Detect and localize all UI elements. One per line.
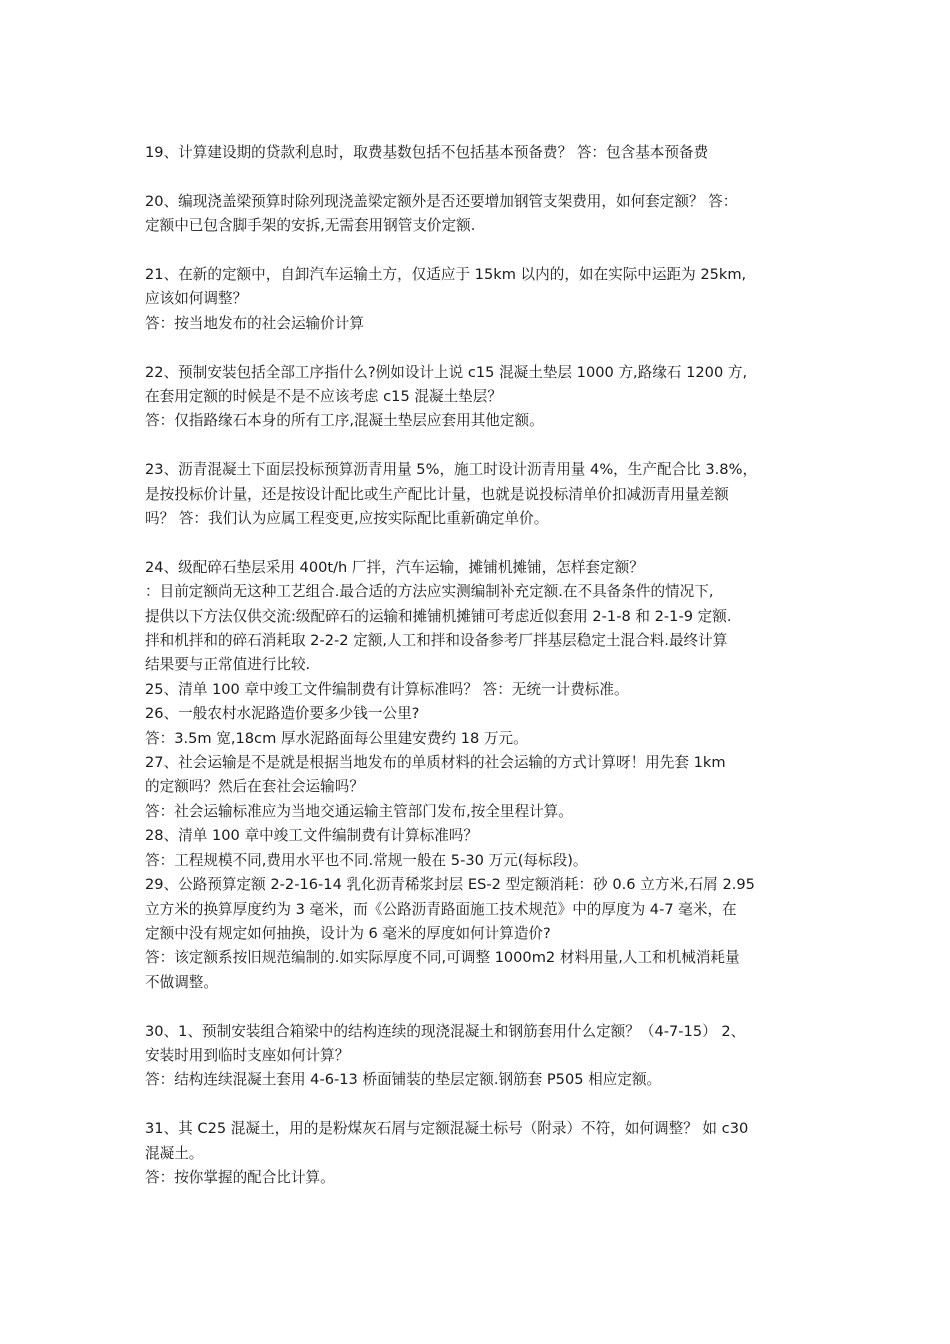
- qa-paragraph: [145, 702, 809, 751]
- text-line: 答：工程规模不同,费用水平也不同.常规一般在 5-30 万元(每标段)。: [145, 851, 588, 869]
- paragraph-spacer: [145, 1093, 809, 1117]
- text-line: 22、预制安装包括全部工序指什么?例如设计上说 c15 混凝土垫层 1000 方,路缘石 1200 方,: [145, 363, 748, 381]
- text-line: 20、编现浇盖梁预算时除列现浇盖梁定额外是否还要增加钢管支架费用，如何套定额？ 答：: [145, 192, 738, 210]
- text-line: 答：结构连续混凝土套用 4-6-13 桥面铺装的垫层定额.钢筋套 P505 相应定额。: [145, 1071, 662, 1089]
- qa-paragraph: [145, 458, 809, 531]
- text-line: 是按投标价计量，还是按设计配比或生产配比计量，也就是说投标清单价扣减沥青用量差额: [145, 485, 729, 503]
- text-line: 24、级配碎石垫层采用 400t/h 厂拌，汽车运输，摊铺机摊铺，怎样套定额？: [145, 558, 644, 576]
- qa-paragraph: [145, 263, 809, 336]
- paragraph-spacer: [145, 531, 809, 555]
- text-line: 25、清单 100 章中竣工文件编制费有计算标准吗？ 答：无统一计费标准。: [145, 680, 629, 698]
- paragraph-spacer: [145, 165, 809, 189]
- qa-paragraph: [145, 556, 809, 678]
- text-line: 28、清单 100 章中竣工文件编制费有计算标准吗？: [145, 827, 478, 845]
- text-line: 答：社会运输标准应为当地交通运输主管部门发布,按全里程计算。: [145, 802, 573, 820]
- qa-paragraph: [145, 824, 809, 873]
- qa-paragraph: [145, 141, 809, 165]
- text-line: 定额中没有规定如何抽换，设计为 6 毫米的厚度如何计算造价?: [145, 924, 551, 942]
- text-line: 结果要与正常值进行比较.: [145, 656, 311, 674]
- text-line: 的定额吗？然后在套社会运输吗？: [145, 778, 364, 796]
- text-line: 26、一般农村水泥路造价要多少钱一公里?: [145, 705, 420, 723]
- paragraph-spacer: [145, 336, 809, 360]
- qa-paragraph: [145, 873, 809, 995]
- text-line: 27、社会运输是不是就是根据当地发布的单质材料的社会运输的方式计算呀！用先套 1km: [145, 754, 726, 772]
- paragraph-spacer: [145, 239, 809, 263]
- text-line: 定额中已包含脚手架的安拆,无需套用钢管支价定额.: [145, 217, 476, 235]
- text-line: 拌和机拌和的碎石消耗取 2-2-2 定额,人工和拌和设备参考厂拌基层稳定土混合料.最终计算: [145, 632, 728, 650]
- qa-paragraph: [145, 1117, 809, 1190]
- text-line: 不做调整。: [145, 973, 218, 991]
- paragraph-spacer: [145, 995, 809, 1019]
- text-line: 19、计算建设期的贷款利息时，取费基数包括不包括基本预备费？ 答：包含基本预备费: [145, 144, 709, 161]
- text-line: 30、1、预制安装组合箱梁中的结构连续的现浇混凝土和钢筋套用什么定额？（4-7-15） 2、: [145, 1022, 746, 1040]
- text-line: 21、在新的定额中，自卸汽车运输土方，仅适应于 15km 以内的，如在实际中运距为 25km,: [145, 266, 747, 283]
- qa-paragraph: [145, 190, 809, 239]
- qa-paragraph: [145, 678, 809, 702]
- qa-paragraph: [145, 361, 809, 434]
- qa-paragraph: [145, 751, 809, 824]
- text-line: 答：按当地发布的社会运输价计算: [145, 314, 364, 332]
- text-line: 答：3.5m 宽,18cm 厚水泥路面每公里建安费约 18 万元。: [145, 729, 528, 747]
- text-line: 安装时用到临时支座如何计算？: [145, 1046, 350, 1064]
- qa-paragraph: [145, 1020, 809, 1093]
- text-line: ：目前定额尚无这种工艺组合.最合适的方法应实测编制补充定额.在不具备条件的情况下,: [145, 583, 714, 601]
- text-line: 答：按你掌握的配合比计算。: [145, 1168, 335, 1186]
- text-line: 应该如何调整？: [145, 290, 248, 308]
- text-line: 31、其 C25 混凝土，用的是粉煤灰石屑与定额混凝土标号（附录）不符，如何调整？ 如 c30: [145, 1120, 749, 1138]
- text-line: 立方米的换算厚度约为 3 毫米，而《公路沥青路面施工技术规范》中的厚度为 4-7 毫米，在: [145, 900, 737, 918]
- text-line: 答：仅指路缘石本身的所有工序,混凝土垫层应套用其他定额。: [145, 412, 544, 430]
- text-line: 23、沥青混凝土下面层投标预算沥青用量 5%，施工时设计沥青用量 4%，生产配合比 3.8%，: [145, 461, 758, 479]
- text-line: 混凝土。: [145, 1144, 204, 1162]
- text-line: 29、公路预算定额 2-2-16-14 乳化沥青稀浆封层 ES-2 型定额消耗：砂 0.6 立方米,石屑 2.95: [145, 876, 755, 894]
- paragraph-spacer: [145, 434, 809, 458]
- text-line: 在套用定额的时候是不是不应该考虑 c15 混凝土垫层？: [145, 388, 502, 406]
- text-line: 吗？ 答：我们认为应属工程变更,应按实际配比重新确定单价。: [145, 510, 549, 528]
- document-body: [145, 141, 809, 1190]
- text-line: 答：该定额系按旧规范编制的.如实际厚度不同,可调整 1000m2 材料用量,人工和机械消耗量: [145, 949, 740, 967]
- text-line: 提供以下方法仅供交流:级配碎石的运输和摊铺机摊铺可考虑近似套用 2-1-8 和 2-1-9 定额.: [145, 607, 732, 625]
